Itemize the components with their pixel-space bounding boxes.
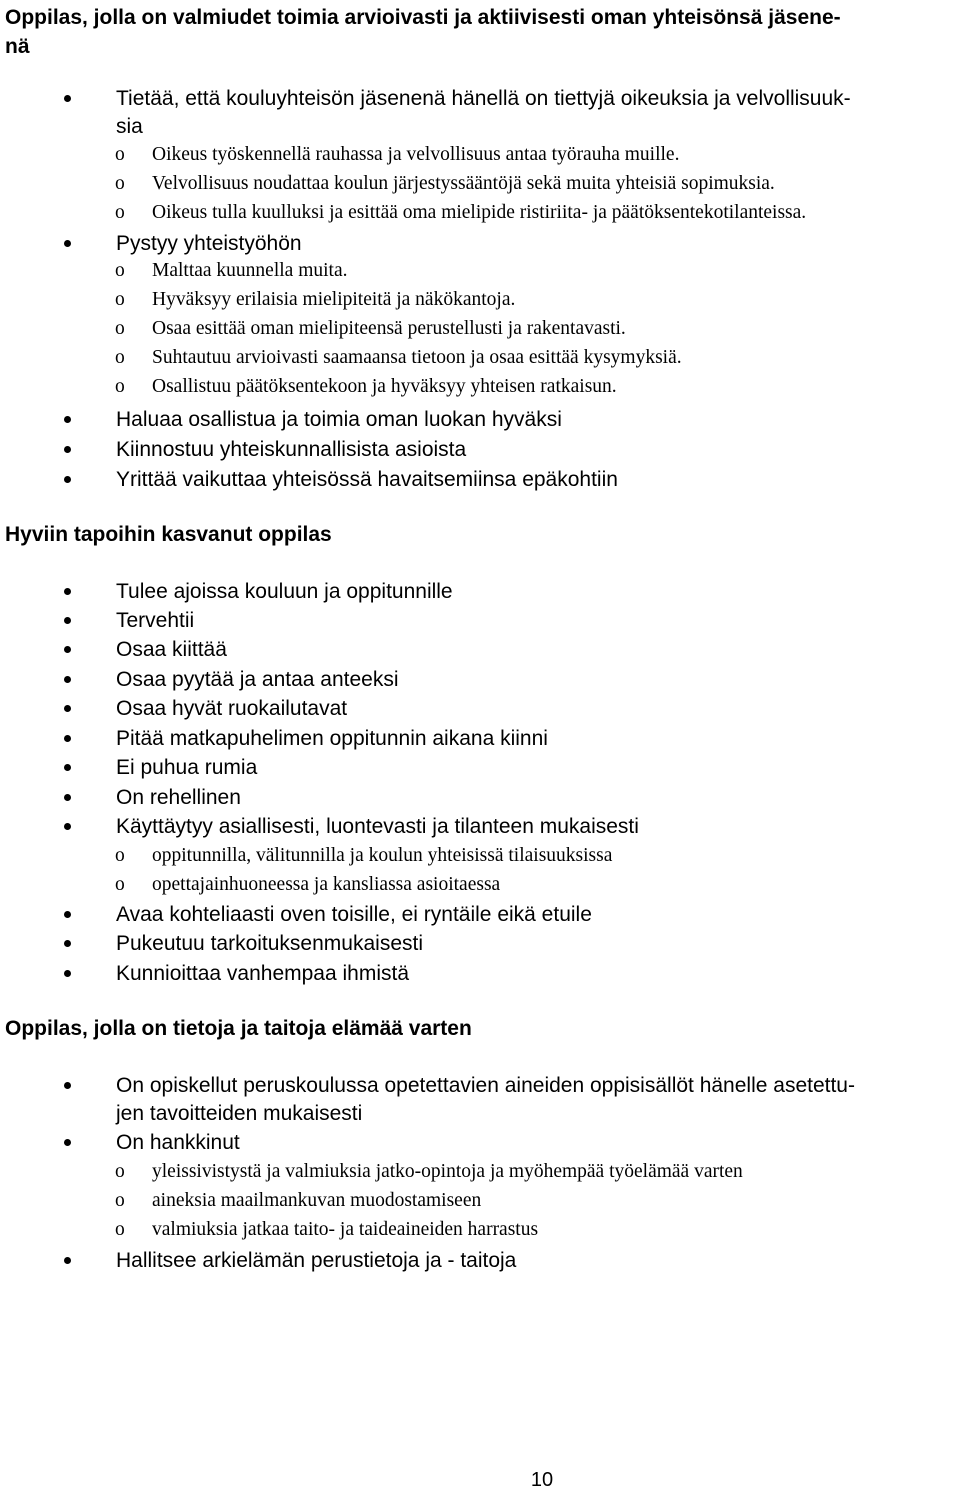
- sub-bullet-item: o Osaa esittää oman mielipiteensä perustellusti ja rakentavasti.: [152, 314, 626, 343]
- bullet-item: Osaa pyytää ja antaa anteeksi: [116, 665, 399, 694]
- bullet-item: Haluaa osallistua ja toimia oman luokan hyväksi: [116, 405, 562, 434]
- bullet-item-continuation: jen tavoitteiden mukaisesti: [116, 1102, 363, 1125]
- bullet-item: Hallitsee arkielämän perustietoja ja - taitoja: [116, 1246, 516, 1275]
- section-1-heading-line-1: Oppilas, jolla on valmiudet toimia arvioivasti ja aktiivisesti oman yhteisönsä jäsene-: [5, 6, 841, 29]
- bullet-item: Tietää, että kouluyhteisön jäsenenä hänellä on tiettyjä oikeuksia ja velvollisuuk-: [116, 84, 851, 113]
- bullet-item: On opiskellut peruskoulussa opetettavien aineiden oppisisällöt hänelle asetettu-: [116, 1071, 855, 1100]
- sub-bullet-item: o valmiuksia jatkaa taito- ja taideaineiden harrastus: [152, 1215, 538, 1244]
- bullet-item: Pukeutuu tarkoituksenmukaisesti: [116, 929, 423, 958]
- bullet-item: Pystyy yhteistyöhön: [116, 229, 302, 258]
- page-number: 10: [530, 1469, 554, 1491]
- sub-bullet-item: o opettajainhuoneessa ja kansliassa asioitaessa: [152, 870, 500, 899]
- bullet-item: Yrittää vaikuttaa yhteisössä havaitsemiinsa epäkohtiin: [116, 465, 618, 494]
- sub-bullet-item: o Suhtautuu arvioivasti saamaansa tietoon ja osaa esittää kysymyksiä.: [152, 343, 682, 372]
- bullet-item: Ei puhua rumia: [116, 753, 257, 782]
- bullet-item: Avaa kohteliaasti oven toisille, ei ryntäile eikä etuile: [116, 900, 592, 929]
- bullet-item: Tulee ajoissa kouluun ja oppitunnille: [116, 577, 453, 606]
- sub-bullet-item: o Osallistuu päätöksentekoon ja hyväksyy yhteisen ratkaisun.: [152, 372, 617, 401]
- bullet-item: Osaa hyvät ruokailutavat: [116, 694, 347, 723]
- bullet-item: On rehellinen: [116, 783, 241, 812]
- section-1-heading-line-2: nä: [5, 35, 30, 58]
- sub-bullet-item: o Oikeus tulla kuulluksi ja esittää oma mielipide ristiriita- ja päätöksentekotilanteissa.: [152, 198, 806, 227]
- bullet-item: Tervehtii: [116, 606, 194, 635]
- sub-bullet-item: o Hyväksyy erilaisia mielipiteitä ja näkökantoja.: [152, 285, 515, 314]
- bullet-item: On hankkinut: [116, 1128, 240, 1157]
- section-3-heading: Oppilas, jolla on tietoja ja taitoja elämää varten: [5, 1017, 472, 1040]
- sub-bullet-item: o Malttaa kuunnella muita.: [152, 256, 348, 285]
- sub-bullet-item: o aineksia maailmankuvan muodostamiseen: [152, 1186, 481, 1215]
- bullet-item: Kiinnostuu yhteiskunnallisista asioista: [116, 435, 466, 464]
- bullet-item-continuation: sia: [116, 115, 143, 138]
- bullet-item: Osaa kiittää: [116, 635, 227, 664]
- bullet-item: Kunnioittaa vanhempaa ihmistä: [116, 959, 409, 988]
- sub-bullet-item: o Oikeus työskennellä rauhassa ja velvollisuus antaa työrauha muille.: [152, 140, 679, 169]
- section-2-heading: Hyviin tapoihin kasvanut oppilas: [5, 523, 332, 546]
- sub-bullet-item: o oppitunnilla, välitunnilla ja koulun yhteisissä tilaisuuksissa: [152, 841, 612, 870]
- bullet-item: Pitää matkapuhelimen oppitunnin aikana kiinni: [116, 724, 548, 753]
- bullet-item: Käyttäytyy asiallisesti, luontevasti ja tilanteen mukaisesti: [116, 812, 639, 841]
- sub-bullet-item: o Velvollisuus noudattaa koulun järjestyssääntöjä sekä muita yhteisiä sopimuksia.: [152, 169, 775, 198]
- sub-bullet-item: o yleissivistystä ja valmiuksia jatko-opintoja ja myöhempää työelämää varten: [152, 1157, 743, 1186]
